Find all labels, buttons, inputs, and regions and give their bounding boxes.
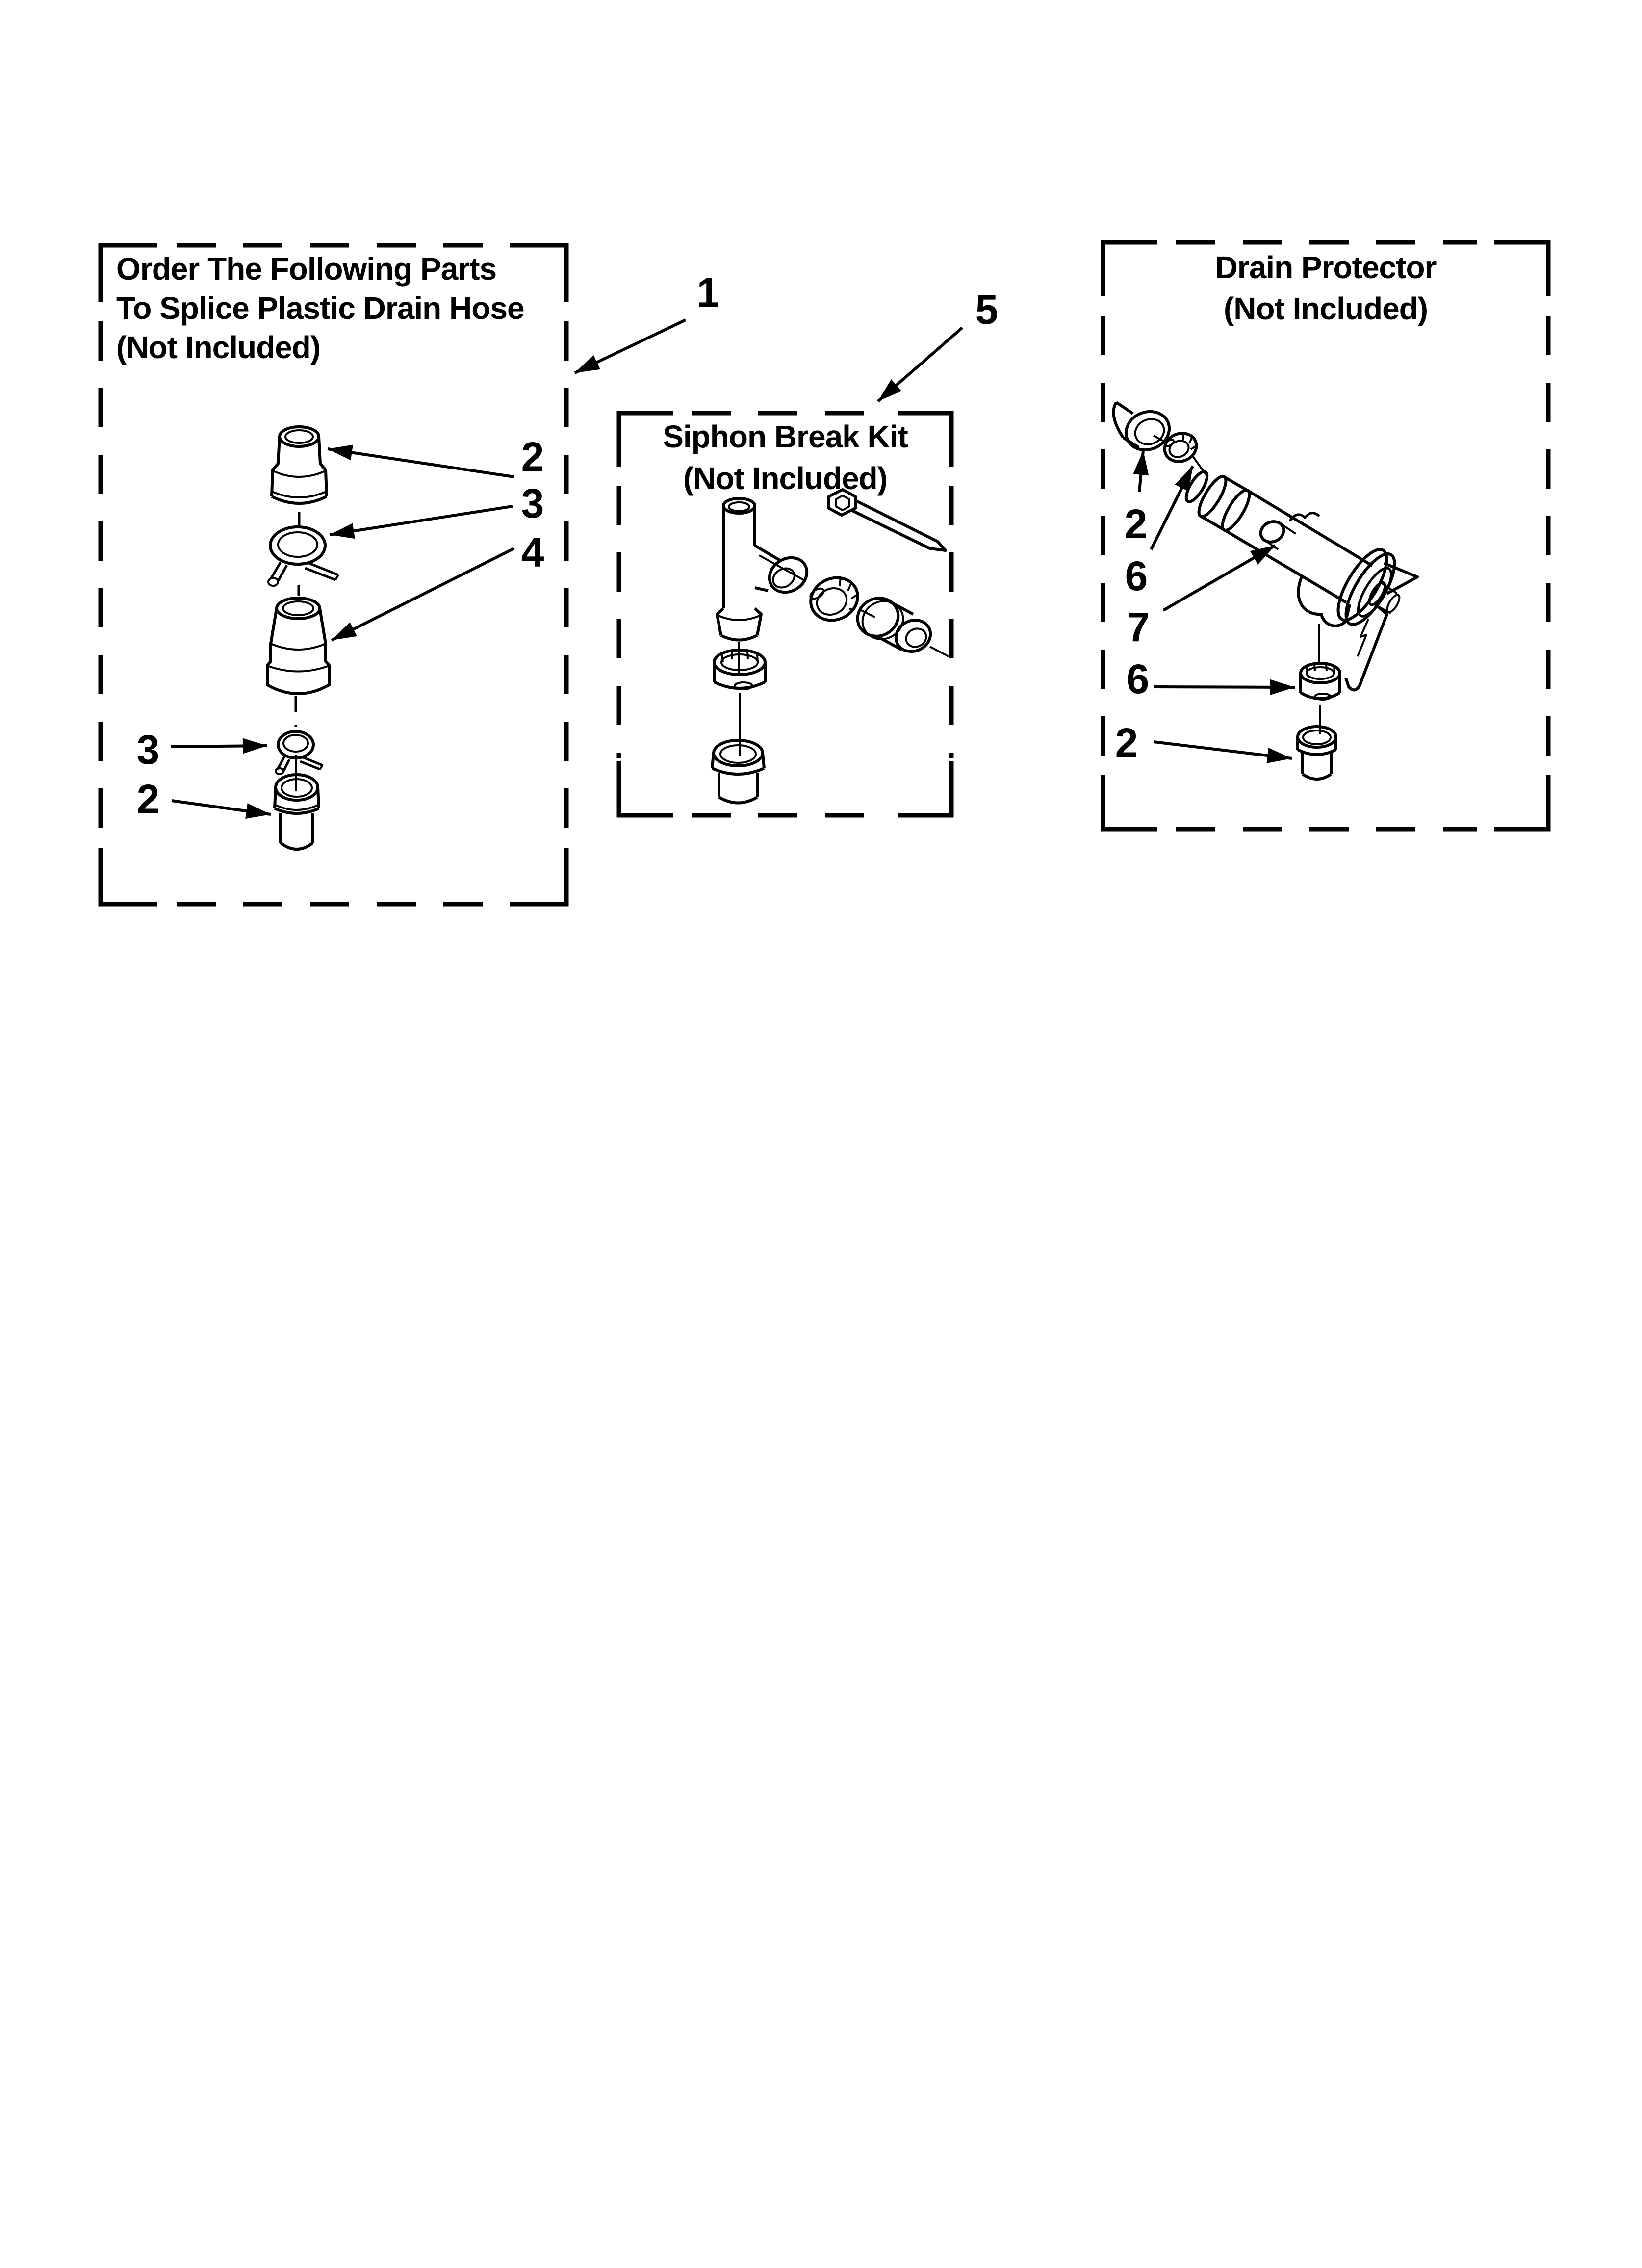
part-splice-tube bbox=[267, 598, 329, 694]
splice-title-line1: Order The Following Parts bbox=[116, 251, 497, 287]
part-drain-clamp-bottom bbox=[1301, 663, 1340, 700]
drain-title-line1: Drain Protector bbox=[1215, 250, 1437, 285]
part-hose-adapter bbox=[851, 592, 936, 657]
siphon-title-line1: Siphon Break Kit bbox=[663, 419, 908, 454]
callout-splice-box bbox=[575, 269, 719, 373]
callout-2-top-label: 2 bbox=[521, 434, 544, 480]
arrow-to-coupling-bottom bbox=[172, 801, 271, 814]
arrow-to-drain-coupling-top bbox=[1139, 450, 1143, 492]
arrow-to-coupling-top bbox=[328, 449, 514, 477]
part-serrated-clamp-mid bbox=[804, 570, 865, 628]
arrow-to-siphon-box bbox=[878, 328, 962, 401]
drain-panel-border bbox=[1103, 242, 1548, 829]
arrow-to-drain-coupling-bottom bbox=[1154, 742, 1292, 758]
arrow-to-clamp-top bbox=[330, 506, 513, 535]
callout-5-label: 5 bbox=[975, 287, 999, 333]
callout-3-top-label: 3 bbox=[521, 480, 544, 526]
arrow-to-clamp-bottom bbox=[171, 746, 267, 747]
callout-6a-label: 6 bbox=[1125, 553, 1148, 599]
panel-siphon-break-kit bbox=[619, 413, 951, 815]
callout-3-bottom-label: 3 bbox=[136, 727, 160, 773]
part-drain-clamp-top bbox=[1160, 429, 1201, 467]
part-cable-tie bbox=[829, 490, 946, 550]
part-drain-coupling-bottom bbox=[1298, 727, 1336, 779]
siphon-title-line2: (Not Included) bbox=[683, 461, 888, 496]
part-wire-clamp-bottom bbox=[276, 731, 323, 774]
callout-7-label: 7 bbox=[1127, 604, 1150, 650]
callout-6b-label: 6 bbox=[1126, 656, 1150, 702]
arrow-to-splice-box bbox=[575, 320, 686, 373]
panel-splice-parts bbox=[101, 245, 566, 904]
part-hose-coupling-top bbox=[272, 427, 327, 503]
arrow-to-drain-body bbox=[1163, 546, 1275, 610]
splice-title-line3: (Not Included) bbox=[116, 330, 321, 365]
part-siphon-coupling-bottom bbox=[712, 740, 764, 803]
drain-title-line2: (Not Included) bbox=[1223, 291, 1428, 326]
part-siphon-break-tube bbox=[717, 498, 813, 640]
callout-4-label: 4 bbox=[521, 529, 544, 575]
panel-drain-protector bbox=[1103, 242, 1548, 829]
callout-siphon-kit bbox=[878, 287, 998, 401]
splice-title-line2: To Splice Plastic Drain Hose bbox=[116, 290, 524, 326]
part-wire-clamp-top bbox=[268, 527, 338, 586]
callout-1-label: 1 bbox=[696, 269, 720, 315]
arrow-to-tube bbox=[332, 548, 514, 640]
callout-2-bottom-label: 2 bbox=[136, 776, 160, 822]
arrow-to-drain-clamp-top bbox=[1151, 466, 1193, 549]
callout-2b-label: 2 bbox=[1115, 720, 1138, 766]
callout-2a-label: 2 bbox=[1124, 501, 1148, 547]
